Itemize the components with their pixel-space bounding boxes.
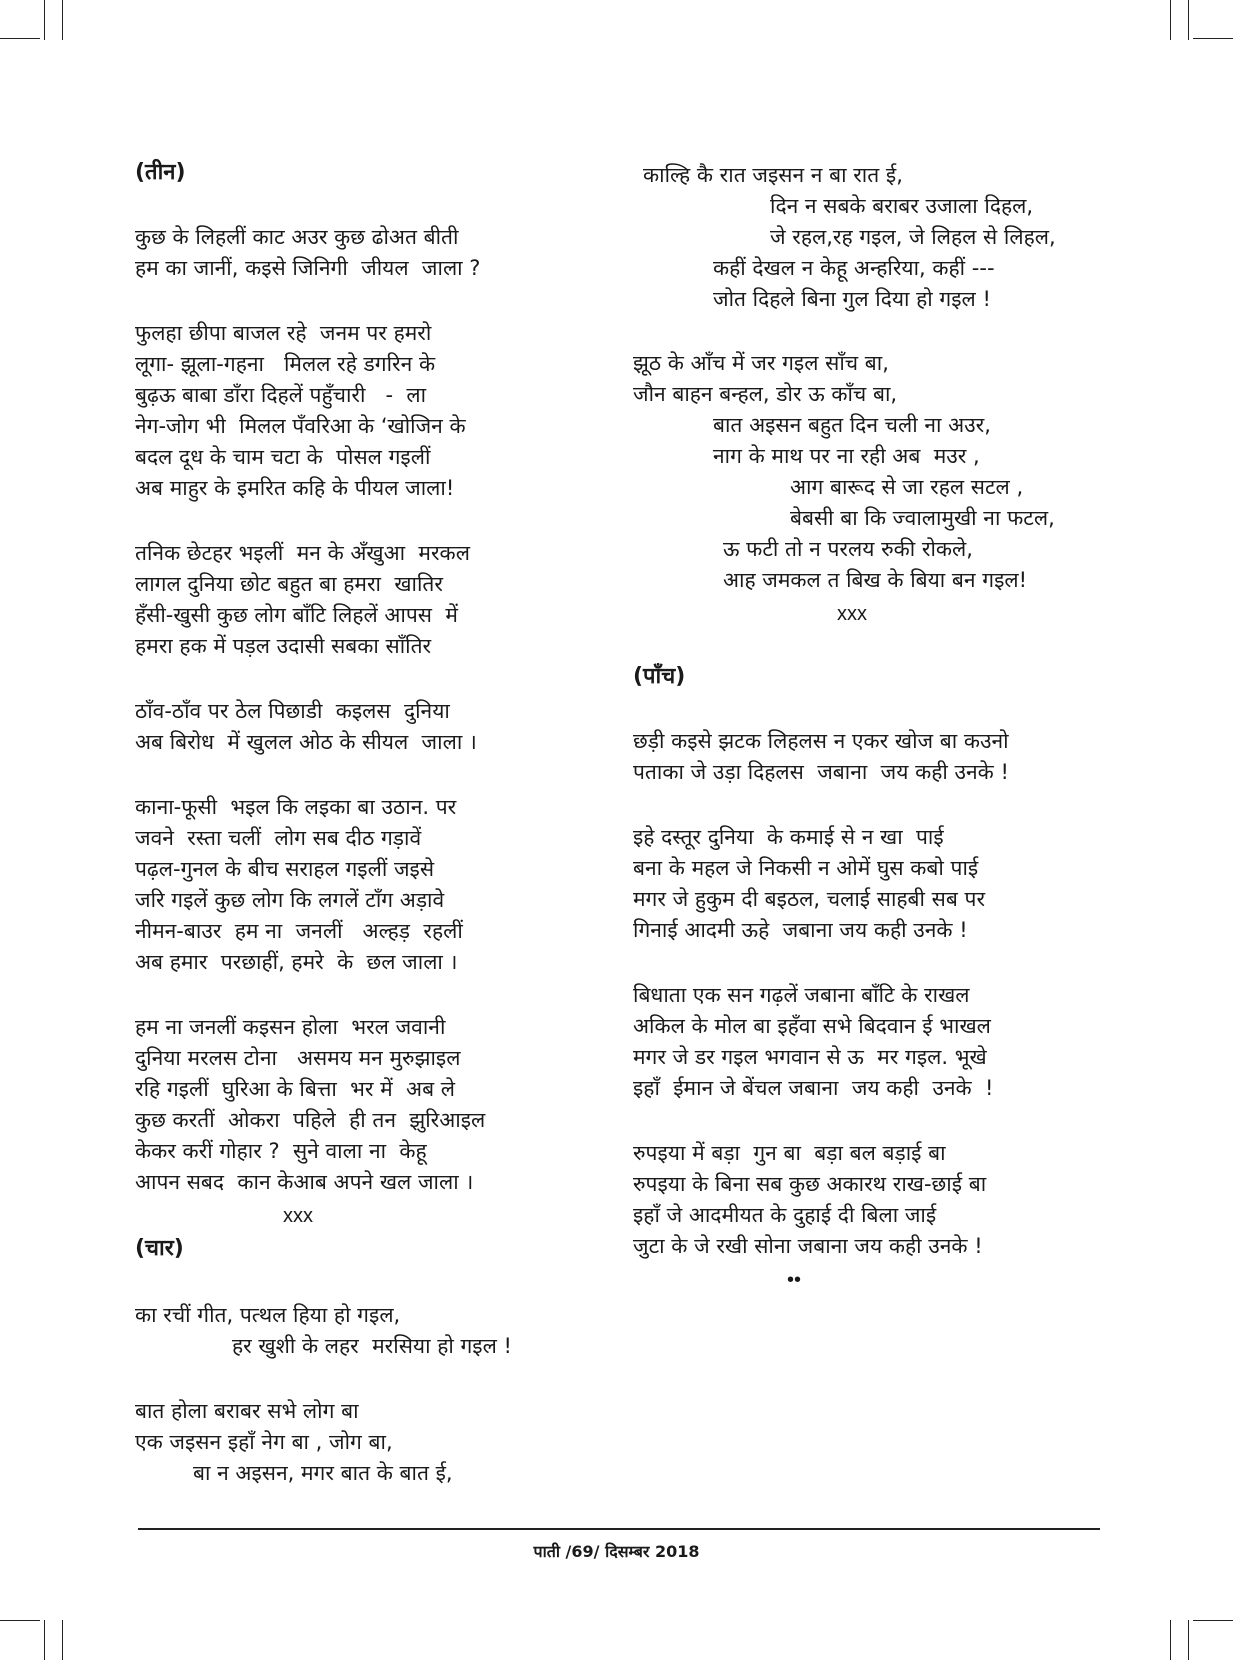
poem-line: जरि गइलें कुछ लोग कि लगलें टाँग अड़ावे xyxy=(135,888,445,912)
poem-line: मगर जे डर गइल भगवान से ऊ मर गइल. भूखे xyxy=(633,1045,987,1069)
poem-line: अब बिरोध में खुलल ओठ के सीयल जाला । xyxy=(135,730,477,754)
poem-line: लूगा- झूला-गहना मिलल रहे डगरिन के xyxy=(135,352,436,376)
poem-line: बदल दूध के चाम चटा के पोसल गइलीं xyxy=(135,445,431,469)
poem-line: बात होला बराबर सभे लोग बा xyxy=(135,1399,359,1423)
poem-line: अकिल के मोल बा इहँवा सभे बिदवान ई भाखल xyxy=(633,1014,991,1038)
poem-line: कहीं देखल न केहू अन्हरिया, कहीं --- xyxy=(713,256,995,280)
crop-mark xyxy=(62,0,63,40)
poem-line: जुटा के जे रखी सोना जबाना जय कही उनके ! xyxy=(633,1234,983,1258)
poem-line: बिधाता एक सन गढ़लें जबाना बाँटि के राखल xyxy=(633,983,970,1007)
poem-line: इहाँ जे आदमीयत के दुहाई दी बिला जाई xyxy=(633,1203,937,1227)
crop-mark xyxy=(62,1620,63,1660)
poem-line: पढ़ल-गुनल के बीच सराहल गइलीं जइसे xyxy=(135,857,435,881)
poem-line: नीमन-बाउर हम ना जनलीं अल्हड़ रहलीं xyxy=(135,919,463,943)
crop-mark xyxy=(1188,0,1189,40)
poem-line: इहे दस्तूर दुनिया के कमाई से न खा पाई xyxy=(633,825,944,849)
poem-line: हम ना जनलीं कइसन होला भरल जवानी xyxy=(135,1015,446,1039)
section-separator: xxx xyxy=(283,1205,313,1227)
poem-line: कुछ करतीं ओकरा पहिले ही तन झुरिआइल xyxy=(135,1108,486,1132)
crop-mark xyxy=(1170,0,1171,40)
crop-mark xyxy=(1170,1620,1171,1660)
poem-line: बुढ़ऊ बाबा डाँरा दिहलें पहुँचारी - ला xyxy=(135,383,427,407)
section-separator: •• xyxy=(787,1269,802,1291)
poem-line: नाग के माथ पर ना रही अब मउर , xyxy=(713,444,980,468)
poem-line: आपन सबद कान केआब अपने खल जाला । xyxy=(135,1170,474,1194)
section-heading: (पाँच) xyxy=(633,664,686,689)
crop-mark xyxy=(1193,38,1233,39)
poem-line: आग बारूद से जा रहल सटल , xyxy=(790,475,1024,499)
section-heading: (तीन) xyxy=(135,160,186,185)
poem-line: मगर जे हुकुम दी बइठल, चलाई साहबी सब पर xyxy=(633,887,986,911)
poem-line: जौन बाहन बन्हल, डोर ऊ काँच बा, xyxy=(633,382,898,406)
poem-line: गिनाई आदमी ऊहे जबाना जय कही उनके ! xyxy=(633,918,968,942)
poem-line: हँसी-खुसी कुछ लोग बाँटि लिहलें आपस में xyxy=(135,603,458,627)
page-footer: पाती /69/ दिसम्बर 2018 xyxy=(533,1542,700,1561)
poem-line: रुपइया में बड़ा गुन बा बड़ा बल बड़ाई बा xyxy=(633,1141,946,1165)
footer-rule xyxy=(138,1528,1100,1530)
poem-line: अब माहुर के इमरित कहि के पीयल जाला! xyxy=(135,476,455,500)
poem-line: इहाँ ईमान जे बेंचल जबाना जय कही उनके ! xyxy=(633,1076,994,1100)
poem-line: हमरा हक में पड़ल उदासी सबका साँतिर xyxy=(135,634,432,658)
poem-line: लागल दुनिया छोट बहुत बा हमरा खातिर xyxy=(135,572,443,596)
poem-line: हम का जानीं, कइसे जिनिगी जीयल जाला ? xyxy=(135,256,481,280)
poem-line: कुछ के लिहलीं काट अउर कुछ ढोअत बीती xyxy=(135,225,459,249)
poem-line: छड़ी कइसे झटक लिहलस न एकर खोज बा कउनो xyxy=(633,729,1009,753)
section-heading: (चार) xyxy=(135,1236,184,1261)
poem-line: बना के महल जे निकसी न ओमें घुस कबो पाई xyxy=(633,856,979,880)
poem-line: जोत दिहले बिना गुल दिया हो गइल ! xyxy=(713,287,991,311)
section-separator: xxx xyxy=(837,603,867,625)
poem-line: काल्हि कै रात जइसन न बा रात ई, xyxy=(643,163,903,187)
poem-line: पताका जे उड़ा दिहलस जबाना जय कही उनके ! xyxy=(633,760,1009,784)
crop-mark xyxy=(44,0,45,40)
poem-line: अब हमार परछाहीं, हमरे के छल जाला । xyxy=(135,950,458,974)
poem-line: फुलहा छीपा बाजल रहे जनम पर हमरो xyxy=(135,321,432,345)
poem-line: झूठ के आँच में जर गइल साँच बा, xyxy=(633,351,889,375)
poem-line: जे रहल,रह गइल, जे लिहल से लिहल, xyxy=(770,225,1056,249)
poem-line: दुनिया मरलस टोना असमय मन मुरुझाइल xyxy=(135,1046,461,1070)
poem-line: तनिक छेटहर भइलीं मन के अँखुआ मरकल xyxy=(135,541,470,565)
poem-line: रहि गइलीं घुरिआ के बित्ता भर में अब ले xyxy=(135,1077,456,1101)
crop-mark xyxy=(44,1620,45,1660)
crop-mark xyxy=(1188,1620,1189,1660)
poem-line: आह जमकल त बिख के बिया बन गइल! xyxy=(723,568,1028,592)
crop-mark xyxy=(0,38,40,39)
poem-line: नेग-जोग भी मिलल पँवरिआ के ‘खोजिन के xyxy=(135,414,466,438)
crop-mark xyxy=(1193,1620,1233,1621)
crop-mark xyxy=(0,1620,40,1621)
poem-line: बात अइसन बहुत दिन चली ना अउर, xyxy=(713,413,991,437)
poem-line: का रचीं गीत, पत्थल हिया हो गइल, xyxy=(135,1303,401,1327)
poem-line: केकर करीं गोहार ? सुने वाला ना केहू xyxy=(135,1139,427,1163)
poem-line: जवने रस्ता चलीं लोग सब दीठ गड़ावें xyxy=(135,826,422,850)
poem-line: एक जइसन इहाँ नेग बा , जोग बा, xyxy=(135,1430,393,1454)
poem-line: ठाँव-ठाँव पर ठेल पिछाडी कइलस दुनिया xyxy=(135,699,450,723)
poem-line: बा न अइसन, मगर बात के बात ई, xyxy=(193,1461,453,1485)
poem-line: बेबसी बा कि ज्वालामुखी ना फटल, xyxy=(790,506,1055,530)
poem-line: ऊ फटी तो न परलय रुकी रोकले, xyxy=(723,537,973,561)
poem-line: काना-फूसी भइल कि लइका बा उठान. पर xyxy=(135,795,457,819)
poem-line: हर खुशी के लहर मरसिया हो गइल ! xyxy=(232,1334,512,1358)
poem-line: दिन न सबके बराबर उजाला दिहल, xyxy=(770,194,1034,218)
poem-line: रुपइया के बिना सब कुछ अकारथ राख-छाई बा xyxy=(633,1172,987,1196)
